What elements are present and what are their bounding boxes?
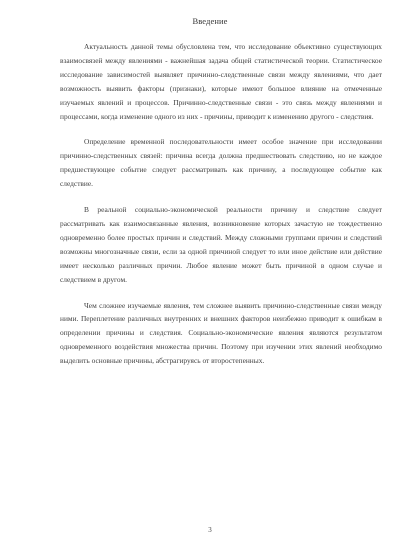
paragraph-4: Чем сложнее изучаемые явления, тем сложнее выявить причинно-следственные связи между ними. Переплетение различных внутренних и внешних факторов неизбежно приводит к ошибкам в определении причины и следствия. Социально-экономические явления являются результатом одновременного воздействия множества причин. Поэтому при изучении этих явлений необходимо выделить основные причины, абстрагируясь от второстепенных. xyxy=(60,300,382,366)
page-title: Введение xyxy=(192,16,228,26)
paragraph-3: В реальной социально-экономической реальности причину и следствие следует рассматривать как взаимосвязанные явления, возникновение которых зачастую не тождественно одновременно более простых причин и следствий. Между сложными группами причин и следствий возможны многозначные связи, если за одной причиной следует то или иное действие или действие имеет несколько различных причин. Любое явление может быть причиной в одном случае и следствием в другом. xyxy=(60,205,382,284)
page-number: 3 xyxy=(208,526,212,534)
paragraph-1: Актуальность данной темы обусловлена тем, что исследование объективно существующих взаимосвязей между явлениями - важнейшая задача общей статистической теории. Статистическое исследование зависимостей выявляет причинно-следственные связи между явлениями, что дает возможность выявить факторы (признаки), которые имеют большое влияние на отмеченные изучаемых явлений и процессов. Причинно-следственные связи - это связь между явлениями и процессами, когда изменение одного из них - причины, приводит к изменению другого - следствия. xyxy=(60,42,382,121)
paragraph-2: Определение временной последовательности имеет особое значение при исследовании причинно-следственных связей: причина всегда должна предшествовать следствию, но не каждое предшествующее событие следует рассматривать как причину, а последующее событие как следствие. xyxy=(60,137,382,189)
document-body xyxy=(60,40,382,380)
